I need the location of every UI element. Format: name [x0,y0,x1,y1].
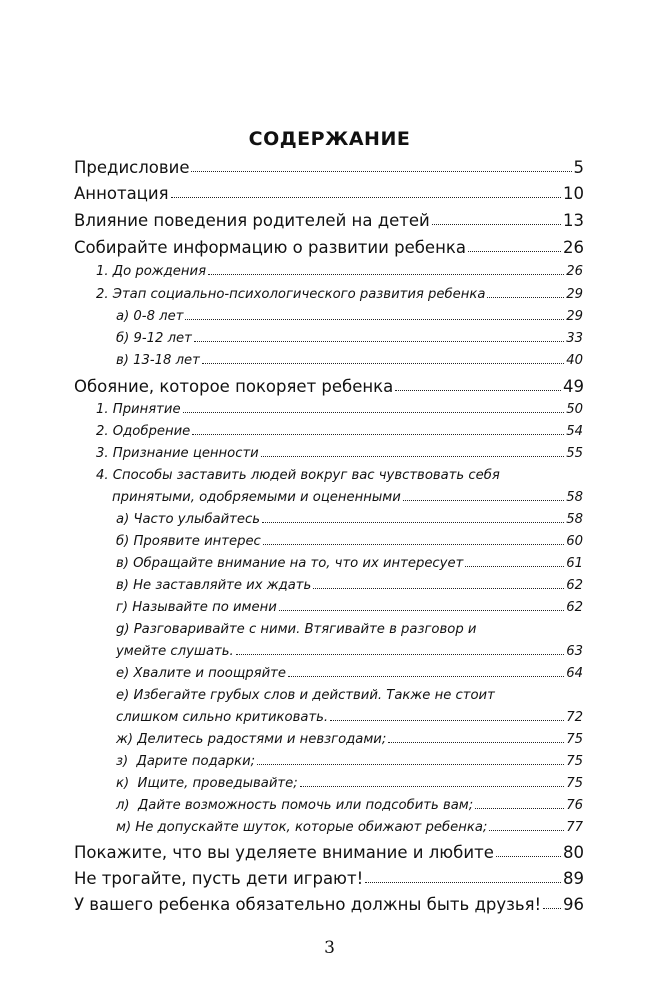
toc-entry-friends[interactable] [74,895,584,914]
toc-entry-charm[interactable] [74,377,584,396]
leader-dots [465,565,564,567]
toc-entry-page: 49 [563,377,584,396]
toc-entry-title: 3. Признание ценности [96,446,259,461]
toc-entry-parent-influence[interactable] [74,211,584,230]
leader-dots [185,318,564,320]
leader-dots [194,340,564,342]
toc-entry-page: 29 [566,309,583,324]
toc-entry-page: 62 [566,600,583,615]
toc-entry-age-13-18[interactable] [116,353,583,368]
leader-dots [388,741,564,743]
toc-entry-title: Предисловие [74,158,190,177]
toc-entry-development-stage[interactable] [96,287,583,302]
toc-entry-page: 50 [566,402,583,417]
toc-entry-title: г) Называйте по имени [116,600,277,615]
toc-entry-page: 40 [566,353,583,368]
toc-entry-title: л) Дайте возможность помочь или подсобить вам; [116,798,474,813]
toc-entry-page: 54 [566,424,583,439]
leader-dots [263,543,564,545]
toc-entry-page: 80 [563,843,584,862]
leader-dots [202,362,564,364]
toc-entry-avoid[interactable] [116,710,583,725]
toc-entry-title: Влияние поведения родителей на детей [74,211,430,230]
toc-entry-title: У вашего ребенка обязательно должны быть друзья! [74,895,542,914]
toc-entry-acceptance[interactable] [96,402,583,417]
toc-entry-names[interactable] [116,600,583,615]
toc-entry-title: Собирайте информацию о развитии ребенка [74,238,466,257]
toc-entry-title: б) 9-12 лет [116,331,192,346]
toc-entry-share[interactable] [116,732,583,747]
leader-dots [300,785,565,787]
leader-dots [192,433,564,435]
toc-entry-title: м) Не допускайте шуток, которые обижают ребенка; [116,820,488,835]
toc-entry-visit[interactable] [116,776,583,791]
leader-dots [171,196,561,198]
toc-entry-page: 26 [563,238,584,257]
toc-entry-page: 5 [573,158,584,177]
toc-entry-title: б) Проявите интерес [116,534,261,549]
leader-dots [395,389,561,391]
toc-entry-title: слишком сильно критиковать. [116,710,329,725]
toc-entry-interest[interactable] [116,534,583,549]
toc-entry-approval[interactable] [96,424,583,439]
toc-title: СОДЕРЖАНИЕ [248,128,411,150]
toc-entry-title: в) Не заставляйте их ждать [116,578,312,593]
leader-dots [262,521,564,523]
toc-entry-smile[interactable] [116,512,583,527]
toc-entry-gifts[interactable] [116,754,583,769]
toc-entry-title: к) Ищите, проведывайте; [116,776,298,791]
toc-entry-ways-line1: 4. Способы заставить людей вокруг вас чувствовать себя [96,468,500,483]
toc-entry-title: з) Дарите подарки; [116,754,256,769]
toc-entry-title: принятыми, одобряемыми и оцененными [112,490,401,505]
toc-entry-no-waiting[interactable] [116,578,583,593]
toc-entry-title: 1. Принятие [96,402,181,417]
toc-entry-page: 64 [566,666,583,681]
toc-entry-page: 63 [566,644,583,659]
toc-entry-title: 2. Этап социально-психологического развития ребенка [96,287,486,302]
leader-dots [257,763,564,765]
toc-entry-preface[interactable] [74,158,584,177]
toc-entry-title: 1. До рождения [96,264,207,279]
toc-entry-collect-info[interactable] [74,238,584,257]
toc-entry-page: 75 [566,754,583,769]
toc-entry-page: 55 [566,446,583,461]
toc-entry-annotation[interactable] [74,184,584,203]
leader-dots [191,170,571,172]
toc-entry-page: 58 [566,512,583,527]
leader-dots [279,609,564,611]
toc-entry-page: 61 [566,556,583,571]
leader-dots [468,250,561,252]
toc-entry-page: 75 [566,732,583,747]
toc-entry-page: 10 [563,184,584,203]
toc-entry-page: 62 [566,578,583,593]
toc-entry-page: 75 [566,776,583,791]
toc-entry-page: 72 [566,710,583,725]
leader-dots [543,907,561,909]
toc-entry-title: Покажите, что вы уделяете внимание и любите [74,843,494,862]
leader-dots [330,719,564,721]
toc-entry-page: 29 [566,287,583,302]
toc-entry-page: 33 [566,331,583,346]
toc-entry-recognition[interactable] [96,446,583,461]
leader-dots [236,653,565,655]
leader-dots [261,455,564,457]
toc-entry-age-0-8[interactable] [116,309,583,324]
toc-entry-title: 2. Одобрение [96,424,191,439]
toc-entry-ways[interactable] [112,490,583,505]
toc-entry-talk-line1: g) Разговаривайте с ними. Втягивайте в разговор и [116,622,477,637]
leader-dots [487,296,564,298]
toc-entry-before-birth[interactable] [96,264,583,279]
leader-dots [313,587,564,589]
toc-entry-title: в) 13-18 лет [116,353,200,368]
toc-entry-attention[interactable] [116,556,583,571]
toc-entry-title: Обояние, которое покоряет ребенка [74,377,394,396]
toc-entry-age-9-12[interactable] [116,331,583,346]
toc-entry-praise[interactable] [116,666,583,681]
leader-dots [403,499,564,501]
leader-dots [288,675,564,677]
toc-entry-page: 96 [563,895,584,914]
leader-dots [432,223,561,225]
toc-entry-title: а) Часто улыбайтесь [116,512,260,527]
leader-dots [365,881,561,883]
toc-entry-jokes[interactable] [116,820,583,835]
leader-dots [496,855,561,857]
toc-entry-talk[interactable] [116,644,583,659]
toc-entry-title: Не трогайте, пусть дети играют! [74,869,364,888]
toc-entry-help[interactable] [116,798,583,813]
toc-entry-page: 26 [566,264,583,279]
toc-entry-title: умейте слушать. [116,644,234,659]
toc-entry-title: Аннотация [74,184,169,203]
leader-dots [183,411,565,413]
toc-entry-title: е) Хвалите и поощряйте [116,666,286,681]
leader-dots [208,273,564,275]
toc-entry-avoid-line1: е) Избегайте грубых слов и действий. Также не стоит [116,688,495,703]
toc-entry-title: а) 0-8 лет [116,309,184,324]
page-number: 3 [324,938,335,958]
toc-entry-page: 13 [563,211,584,230]
toc-entry-page: 76 [566,798,583,813]
toc-entry-page: 58 [566,490,583,505]
toc-entry-page: 89 [563,869,584,888]
toc-entry-title: ж) Делитесь радостями и невзгодами; [116,732,387,747]
toc-entry-let-play[interactable] [74,869,584,888]
toc-entry-page: 60 [566,534,583,549]
toc-entry-title: в) Обращайте внимание на то, что их интересует [116,556,464,571]
leader-dots [475,807,564,809]
toc-entry-show-love[interactable] [74,843,584,862]
toc-entry-page: 77 [566,820,583,835]
leader-dots [489,829,564,831]
